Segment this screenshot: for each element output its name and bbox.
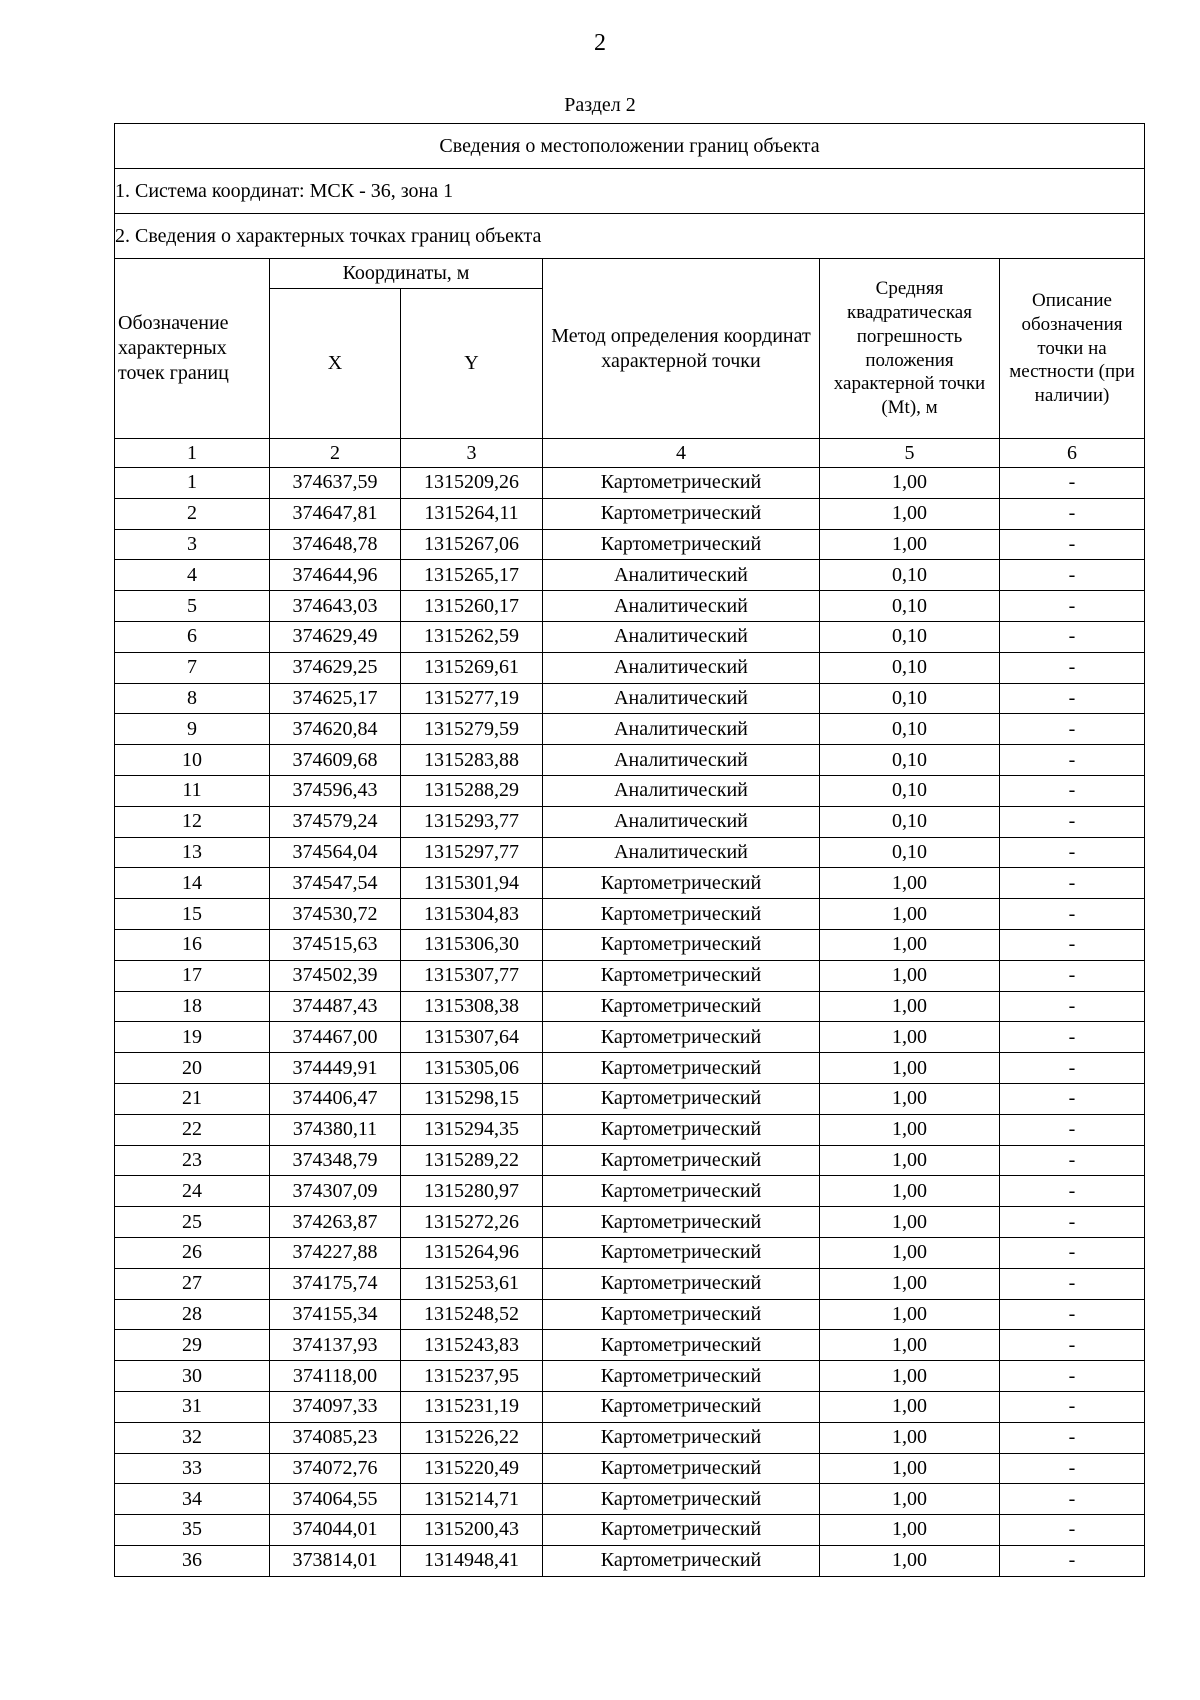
error-value: 1,00 xyxy=(820,1545,1000,1576)
point-id: 10 xyxy=(115,745,270,776)
coord-x: 374175,74 xyxy=(270,1268,401,1299)
coord-y: 1315243,83 xyxy=(401,1330,543,1361)
coord-y: 1315280,97 xyxy=(401,1176,543,1207)
coord-y: 1315307,77 xyxy=(401,960,543,991)
column-number-row xyxy=(115,439,1145,468)
method: Картометрический xyxy=(543,468,820,499)
method: Картометрический xyxy=(543,498,820,529)
description: - xyxy=(1000,806,1145,837)
coord-x: 374072,76 xyxy=(270,1453,401,1484)
description: - xyxy=(1000,1053,1145,1084)
point-id: 28 xyxy=(115,1299,270,1330)
error-value: 1,00 xyxy=(820,1299,1000,1330)
method: Картометрический xyxy=(543,1237,820,1268)
coord-x: 374097,33 xyxy=(270,1391,401,1422)
description: - xyxy=(1000,775,1145,806)
table-row xyxy=(115,714,1145,745)
coord-y: 1315209,26 xyxy=(401,468,543,499)
point-id: 36 xyxy=(115,1545,270,1576)
coord-x: 374643,03 xyxy=(270,591,401,622)
coord-y: 1315283,88 xyxy=(401,745,543,776)
coord-x: 374487,43 xyxy=(270,991,401,1022)
table-row xyxy=(115,960,1145,991)
table-row xyxy=(115,1361,1145,1392)
table-row xyxy=(115,1145,1145,1176)
table-row xyxy=(115,529,1145,560)
method: Аналитический xyxy=(543,591,820,622)
coord-y: 1315298,15 xyxy=(401,1083,543,1114)
coord-x: 374579,24 xyxy=(270,806,401,837)
description: - xyxy=(1000,1453,1145,1484)
coord-y: 1315305,06 xyxy=(401,1053,543,1084)
error-value: 1,00 xyxy=(820,468,1000,499)
coord-y: 1315264,96 xyxy=(401,1237,543,1268)
error-value: 1,00 xyxy=(820,1145,1000,1176)
method: Картометрический xyxy=(543,1515,820,1546)
point-id: 33 xyxy=(115,1453,270,1484)
point-id: 23 xyxy=(115,1145,270,1176)
coord-y: 1315306,30 xyxy=(401,929,543,960)
description: - xyxy=(1000,991,1145,1022)
coord-x: 374648,78 xyxy=(270,529,401,560)
point-id: 20 xyxy=(115,1053,270,1084)
table-row xyxy=(115,1391,1145,1422)
point-id: 4 xyxy=(115,560,270,591)
coord-y: 1315294,35 xyxy=(401,1114,543,1145)
method: Аналитический xyxy=(543,714,820,745)
point-id: 11 xyxy=(115,775,270,806)
table-row xyxy=(115,560,1145,591)
coord-y: 1315308,38 xyxy=(401,991,543,1022)
method: Картометрический xyxy=(543,1391,820,1422)
table-row xyxy=(115,1330,1145,1361)
header-description: Описание обозначения точки на местности (при наличии) xyxy=(1000,259,1145,439)
table-row xyxy=(115,837,1145,868)
coord-x: 374629,49 xyxy=(270,621,401,652)
method: Картометрический xyxy=(543,1299,820,1330)
coord-x: 374263,87 xyxy=(270,1207,401,1238)
coord-x: 374647,81 xyxy=(270,498,401,529)
description: - xyxy=(1000,1330,1145,1361)
description: - xyxy=(1000,929,1145,960)
error-value: 0,10 xyxy=(820,591,1000,622)
coord-x: 374637,59 xyxy=(270,468,401,499)
table-body xyxy=(115,468,1145,1577)
column-number: 6 xyxy=(1000,439,1145,468)
coord-x: 374085,23 xyxy=(270,1422,401,1453)
coord-x: 374227,88 xyxy=(270,1237,401,1268)
coord-y: 1315231,19 xyxy=(401,1391,543,1422)
coord-y: 1315293,77 xyxy=(401,806,543,837)
description: - xyxy=(1000,1237,1145,1268)
coord-y: 1314948,41 xyxy=(401,1545,543,1576)
coord-x: 374044,01 xyxy=(270,1515,401,1546)
method: Аналитический xyxy=(543,683,820,714)
description: - xyxy=(1000,1176,1145,1207)
error-value: 0,10 xyxy=(820,714,1000,745)
point-id: 26 xyxy=(115,1237,270,1268)
point-id: 29 xyxy=(115,1330,270,1361)
method: Картометрический xyxy=(543,1268,820,1299)
coord-x: 374348,79 xyxy=(270,1145,401,1176)
table-row xyxy=(115,1453,1145,1484)
error-value: 0,10 xyxy=(820,837,1000,868)
method: Аналитический xyxy=(543,806,820,837)
coord-y: 1315260,17 xyxy=(401,591,543,622)
table-row xyxy=(115,683,1145,714)
coord-x: 374307,09 xyxy=(270,1176,401,1207)
point-id: 5 xyxy=(115,591,270,622)
coord-x: 374620,84 xyxy=(270,714,401,745)
method: Аналитический xyxy=(543,745,820,776)
column-number: 1 xyxy=(115,439,270,468)
description: - xyxy=(1000,899,1145,930)
error-value: 1,00 xyxy=(820,1022,1000,1053)
table-row xyxy=(115,1268,1145,1299)
description: - xyxy=(1000,1268,1145,1299)
description: - xyxy=(1000,468,1145,499)
method: Аналитический xyxy=(543,837,820,868)
column-number: 5 xyxy=(820,439,1000,468)
coord-y: 1315253,61 xyxy=(401,1268,543,1299)
coord-y: 1315277,19 xyxy=(401,683,543,714)
coord-x: 374502,39 xyxy=(270,960,401,991)
table-title: Сведения о местоположении границ объекта xyxy=(115,124,1145,169)
coord-y: 1315289,22 xyxy=(401,1145,543,1176)
description: - xyxy=(1000,621,1145,652)
coord-y: 1315267,06 xyxy=(401,529,543,560)
coord-y: 1315214,71 xyxy=(401,1484,543,1515)
point-id: 8 xyxy=(115,683,270,714)
point-id: 32 xyxy=(115,1422,270,1453)
table-row xyxy=(115,621,1145,652)
point-id: 18 xyxy=(115,991,270,1022)
column-number: 2 xyxy=(270,439,401,468)
description: - xyxy=(1000,714,1145,745)
description: - xyxy=(1000,1515,1145,1546)
description: - xyxy=(1000,498,1145,529)
column-number: 3 xyxy=(401,439,543,468)
point-id: 31 xyxy=(115,1391,270,1422)
error-value: 1,00 xyxy=(820,1484,1000,1515)
description: - xyxy=(1000,745,1145,776)
point-id: 21 xyxy=(115,1083,270,1114)
error-value: 1,00 xyxy=(820,1053,1000,1084)
point-id: 2 xyxy=(115,498,270,529)
point-id: 25 xyxy=(115,1207,270,1238)
method: Картометрический xyxy=(543,899,820,930)
error-value: 1,00 xyxy=(820,1330,1000,1361)
table-row xyxy=(115,1207,1145,1238)
description: - xyxy=(1000,1022,1145,1053)
coord-y: 1315200,43 xyxy=(401,1515,543,1546)
coord-y: 1315272,26 xyxy=(401,1207,543,1238)
error-value: 1,00 xyxy=(820,1391,1000,1422)
coord-y: 1315279,59 xyxy=(401,714,543,745)
coord-x: 374137,93 xyxy=(270,1330,401,1361)
error-value: 1,00 xyxy=(820,1361,1000,1392)
table-row xyxy=(115,1484,1145,1515)
table-row xyxy=(115,498,1145,529)
method: Аналитический xyxy=(543,621,820,652)
error-value: 1,00 xyxy=(820,929,1000,960)
error-value: 0,10 xyxy=(820,652,1000,683)
table-row xyxy=(115,929,1145,960)
method: Картометрический xyxy=(543,1053,820,1084)
method: Картометрический xyxy=(543,1114,820,1145)
table-row xyxy=(115,1299,1145,1330)
header-designation: Обозначение характерных точек границ xyxy=(115,259,270,439)
description: - xyxy=(1000,529,1145,560)
error-value: 0,10 xyxy=(820,775,1000,806)
method: Картометрический xyxy=(543,1484,820,1515)
description: - xyxy=(1000,591,1145,622)
point-id: 27 xyxy=(115,1268,270,1299)
method: Картометрический xyxy=(543,960,820,991)
description: - xyxy=(1000,683,1145,714)
description: - xyxy=(1000,1207,1145,1238)
error-value: 0,10 xyxy=(820,745,1000,776)
error-value: 1,00 xyxy=(820,1422,1000,1453)
method: Картометрический xyxy=(543,1083,820,1114)
error-value: 1,00 xyxy=(820,1453,1000,1484)
error-value: 1,00 xyxy=(820,868,1000,899)
coord-x: 374629,25 xyxy=(270,652,401,683)
method: Картометрический xyxy=(543,1145,820,1176)
table-row xyxy=(115,468,1145,499)
error-value: 1,00 xyxy=(820,1207,1000,1238)
table-row xyxy=(115,652,1145,683)
method: Картометрический xyxy=(543,1022,820,1053)
coord-x: 374118,00 xyxy=(270,1361,401,1392)
coord-x: 374644,96 xyxy=(270,560,401,591)
point-id: 34 xyxy=(115,1484,270,1515)
coord-x: 374064,55 xyxy=(270,1484,401,1515)
method: Картометрический xyxy=(543,529,820,560)
point-id: 6 xyxy=(115,621,270,652)
error-value: 0,10 xyxy=(820,683,1000,714)
point-id: 35 xyxy=(115,1515,270,1546)
coord-y: 1315297,77 xyxy=(401,837,543,868)
method: Картометрический xyxy=(543,1176,820,1207)
coord-x: 374564,04 xyxy=(270,837,401,868)
method: Картометрический xyxy=(543,1361,820,1392)
coord-x: 374609,68 xyxy=(270,745,401,776)
table-row xyxy=(115,991,1145,1022)
point-id: 22 xyxy=(115,1114,270,1145)
points-heading: 2. Сведения о характерных точках границ объекта xyxy=(115,214,1145,259)
method: Аналитический xyxy=(543,560,820,591)
coord-y: 1315262,59 xyxy=(401,621,543,652)
table-row xyxy=(115,1022,1145,1053)
error-value: 0,10 xyxy=(820,621,1000,652)
error-value: 1,00 xyxy=(820,1083,1000,1114)
method: Аналитический xyxy=(543,775,820,806)
description: - xyxy=(1000,868,1145,899)
error-value: 0,10 xyxy=(820,806,1000,837)
error-value: 1,00 xyxy=(820,991,1000,1022)
error-value: 1,00 xyxy=(820,960,1000,991)
description: - xyxy=(1000,1145,1145,1176)
error-value: 1,00 xyxy=(820,529,1000,560)
coord-y: 1315265,17 xyxy=(401,560,543,591)
coord-y: 1315248,52 xyxy=(401,1299,543,1330)
point-id: 15 xyxy=(115,899,270,930)
method: Картометрический xyxy=(543,868,820,899)
coord-y: 1315304,83 xyxy=(401,899,543,930)
error-value: 0,10 xyxy=(820,560,1000,591)
coord-x: 374596,43 xyxy=(270,775,401,806)
point-id: 1 xyxy=(115,468,270,499)
header-error: Средняя квадратическая погрешность положения характерной точки (Mt), м xyxy=(820,259,1000,439)
coord-x: 373814,01 xyxy=(270,1545,401,1576)
coord-y: 1315226,22 xyxy=(401,1422,543,1453)
table-row xyxy=(115,1237,1145,1268)
table-row xyxy=(115,1083,1145,1114)
column-number: 4 xyxy=(543,439,820,468)
coord-y: 1315301,94 xyxy=(401,868,543,899)
method: Картометрический xyxy=(543,1330,820,1361)
table-row xyxy=(115,899,1145,930)
method: Аналитический xyxy=(543,652,820,683)
table-row xyxy=(115,591,1145,622)
coord-y: 1315237,95 xyxy=(401,1361,543,1392)
page-number: 2 xyxy=(594,30,606,56)
description: - xyxy=(1000,1083,1145,1114)
method: Картометрический xyxy=(543,929,820,960)
point-id: 17 xyxy=(115,960,270,991)
error-value: 1,00 xyxy=(820,498,1000,529)
description: - xyxy=(1000,560,1145,591)
point-id: 24 xyxy=(115,1176,270,1207)
method: Картометрический xyxy=(543,1453,820,1484)
method: Картометрический xyxy=(543,991,820,1022)
description: - xyxy=(1000,1391,1145,1422)
point-id: 3 xyxy=(115,529,270,560)
table-row xyxy=(115,1053,1145,1084)
table-row xyxy=(115,1515,1145,1546)
description: - xyxy=(1000,960,1145,991)
header-method: Метод определения координат характерной точки xyxy=(543,259,820,439)
description: - xyxy=(1000,1114,1145,1145)
coord-y: 1315264,11 xyxy=(401,498,543,529)
header-coordinates: Координаты, м xyxy=(270,259,543,289)
header-x: X xyxy=(270,289,401,439)
point-id: 7 xyxy=(115,652,270,683)
description: - xyxy=(1000,1545,1145,1576)
boundary-points-table xyxy=(114,123,1145,1577)
coord-x: 374449,91 xyxy=(270,1053,401,1084)
coord-y: 1315288,29 xyxy=(401,775,543,806)
table-row xyxy=(115,806,1145,837)
table-row xyxy=(115,868,1145,899)
point-id: 12 xyxy=(115,806,270,837)
coord-x: 374515,63 xyxy=(270,929,401,960)
description: - xyxy=(1000,1361,1145,1392)
coord-y: 1315307,64 xyxy=(401,1022,543,1053)
point-id: 30 xyxy=(115,1361,270,1392)
coord-x: 374467,00 xyxy=(270,1022,401,1053)
coord-x: 374155,34 xyxy=(270,1299,401,1330)
error-value: 1,00 xyxy=(820,899,1000,930)
coordinate-system: 1. Система координат: МСК - 36, зона 1 xyxy=(115,169,1145,214)
error-value: 1,00 xyxy=(820,1268,1000,1299)
coord-x: 374406,47 xyxy=(270,1083,401,1114)
section-label: Раздел 2 xyxy=(564,94,636,116)
table-row xyxy=(115,1176,1145,1207)
error-value: 1,00 xyxy=(820,1176,1000,1207)
coord-x: 374625,17 xyxy=(270,683,401,714)
table-row xyxy=(115,1545,1145,1576)
coord-y: 1315269,61 xyxy=(401,652,543,683)
table-row xyxy=(115,1422,1145,1453)
coord-x: 374547,54 xyxy=(270,868,401,899)
description: - xyxy=(1000,1422,1145,1453)
description: - xyxy=(1000,1484,1145,1515)
table-row xyxy=(115,745,1145,776)
error-value: 1,00 xyxy=(820,1515,1000,1546)
point-id: 14 xyxy=(115,868,270,899)
method: Картометрический xyxy=(543,1545,820,1576)
description: - xyxy=(1000,1299,1145,1330)
table-row xyxy=(115,1114,1145,1145)
method: Картометрический xyxy=(543,1422,820,1453)
description: - xyxy=(1000,652,1145,683)
coord-x: 374380,11 xyxy=(270,1114,401,1145)
error-value: 1,00 xyxy=(820,1114,1000,1145)
table-row xyxy=(115,775,1145,806)
description: - xyxy=(1000,837,1145,868)
point-id: 9 xyxy=(115,714,270,745)
point-id: 19 xyxy=(115,1022,270,1053)
coord-y: 1315220,49 xyxy=(401,1453,543,1484)
error-value: 1,00 xyxy=(820,1237,1000,1268)
point-id: 16 xyxy=(115,929,270,960)
point-id: 13 xyxy=(115,837,270,868)
coord-x: 374530,72 xyxy=(270,899,401,930)
method: Картометрический xyxy=(543,1207,820,1238)
header-y: Y xyxy=(401,289,543,439)
